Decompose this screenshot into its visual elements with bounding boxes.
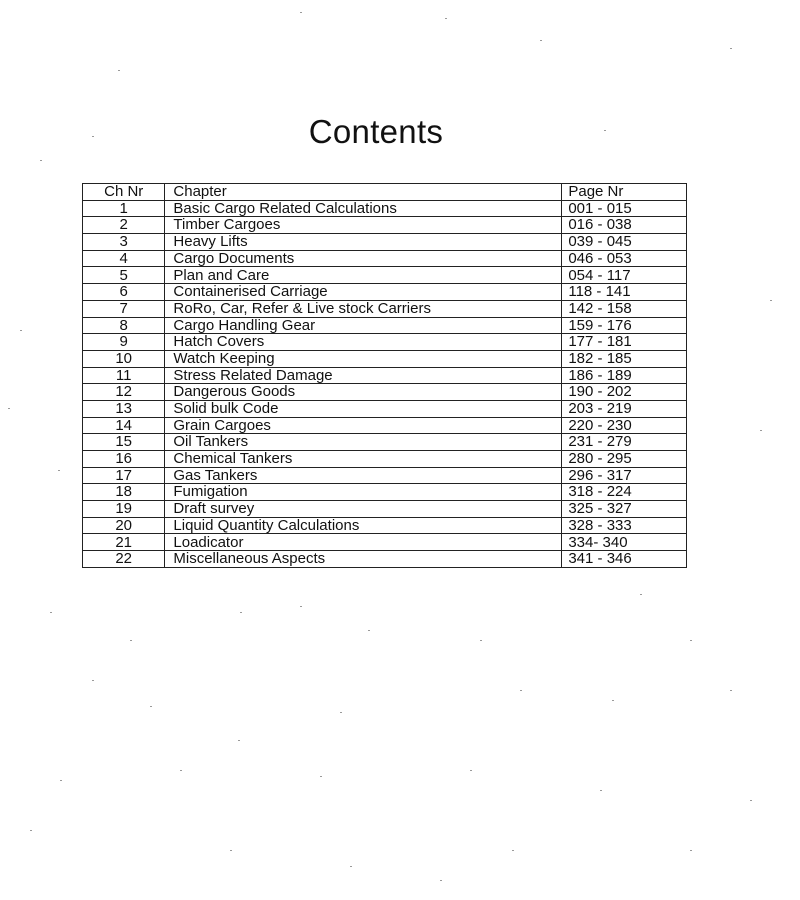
scan-speck (770, 300, 772, 301)
scan-speck (350, 866, 352, 867)
page-range: 182 - 185 (562, 350, 687, 367)
chapter-number: 14 (83, 417, 165, 434)
scan-speck (320, 776, 322, 777)
chapter-title: Timber Cargoes (165, 217, 562, 234)
chapter-number: 21 (83, 534, 165, 551)
chapter-number: 18 (83, 484, 165, 501)
scan-speck (180, 770, 182, 771)
scan-speck (238, 740, 240, 741)
chapter-title: Cargo Documents (165, 250, 562, 267)
page-range: 001 - 015 (562, 200, 687, 217)
table-row (83, 484, 687, 501)
table-row (83, 467, 687, 484)
table-row (83, 517, 687, 534)
scan-speck (604, 130, 606, 131)
chapter-title: Miscellaneous Aspects (165, 551, 562, 568)
page-range: 177 - 181 (562, 334, 687, 351)
chapter-title: Gas Tankers (165, 467, 562, 484)
scan-speck (8, 408, 10, 409)
chapter-title: Plan and Care (165, 267, 562, 284)
chapter-title: Draft survey (165, 501, 562, 518)
table-row (83, 350, 687, 367)
scan-speck (58, 470, 60, 471)
chapter-title: RoRo, Car, Refer & Live stock Carriers (165, 300, 562, 317)
chapter-number: 2 (83, 217, 165, 234)
page-range: 186 - 189 (562, 367, 687, 384)
table-row (83, 417, 687, 434)
chapter-title: Loadicator (165, 534, 562, 551)
scan-speck (92, 136, 94, 137)
scan-speck (130, 640, 132, 641)
chapter-title: Dangerous Goods (165, 384, 562, 401)
chapter-number: 17 (83, 467, 165, 484)
chapter-title: Grain Cargoes (165, 417, 562, 434)
chapter-number: 12 (83, 384, 165, 401)
chapter-number: 4 (83, 250, 165, 267)
page-range: 341 - 346 (562, 551, 687, 568)
scan-speck (300, 606, 302, 607)
scan-speck (480, 640, 482, 641)
page-title: Contents (308, 113, 444, 150)
scan-speck (512, 850, 514, 851)
scan-speck (600, 790, 602, 791)
scan-speck (118, 70, 120, 71)
table-row (83, 334, 687, 351)
page-range: 296 - 317 (562, 467, 687, 484)
scan-speck (520, 690, 522, 691)
scan-speck (640, 594, 642, 595)
scan-speck (30, 830, 32, 831)
page-range: 334- 340 (562, 534, 687, 551)
table-row (83, 451, 687, 468)
table-row (83, 267, 687, 284)
scan-speck (60, 780, 62, 781)
page-range: 142 - 158 (562, 300, 687, 317)
chapter-number: 20 (83, 517, 165, 534)
chapter-title: Solid bulk Code (165, 400, 562, 417)
page-range: 280 - 295 (562, 451, 687, 468)
page-range: 220 - 230 (562, 417, 687, 434)
table-row (83, 200, 687, 217)
table-body (83, 200, 687, 567)
chapter-number: 22 (83, 551, 165, 568)
chapter-title: Watch Keeping (165, 350, 562, 367)
scan-speck (230, 850, 232, 851)
chapter-title: Containerised Carriage (165, 284, 562, 301)
scan-speck (750, 800, 752, 801)
table-row (83, 400, 687, 417)
scan-speck (300, 12, 302, 13)
scan-speck (730, 48, 732, 49)
page-range: 118 - 141 (562, 284, 687, 301)
table-row (83, 434, 687, 451)
table-row (83, 551, 687, 568)
scan-speck (368, 630, 370, 631)
chapter-number: 3 (83, 234, 165, 251)
table-row (83, 284, 687, 301)
scan-speck (240, 612, 242, 613)
scan-speck (690, 850, 692, 851)
scan-speck (150, 706, 152, 707)
scan-speck (760, 430, 762, 431)
chapter-title: Oil Tankers (165, 434, 562, 451)
page-range: 054 - 117 (562, 267, 687, 284)
chapter-number: 1 (83, 200, 165, 217)
chapter-number: 19 (83, 501, 165, 518)
chapter-number: 7 (83, 300, 165, 317)
chapter-number: 8 (83, 317, 165, 334)
scan-speck (612, 700, 614, 701)
chapter-title: Fumigation (165, 484, 562, 501)
table-row (83, 367, 687, 384)
chapter-title: Heavy Lifts (165, 234, 562, 251)
chapter-number: 16 (83, 451, 165, 468)
scan-speck (440, 880, 442, 881)
table-header-row (83, 184, 687, 201)
header-chapter-number: Ch Nr (83, 184, 165, 201)
chapter-title: Basic Cargo Related Calculations (165, 200, 562, 217)
chapter-title: Chemical Tankers (165, 451, 562, 468)
page-range: 203 - 219 (562, 400, 687, 417)
header-page-range: Page Nr (562, 184, 687, 201)
chapter-number: 15 (83, 434, 165, 451)
table-row (83, 501, 687, 518)
scan-speck (730, 690, 732, 691)
page-range: 231 - 279 (562, 434, 687, 451)
table-row (83, 234, 687, 251)
page-range: 318 - 224 (562, 484, 687, 501)
chapter-number: 5 (83, 267, 165, 284)
page-range: 039 - 045 (562, 234, 687, 251)
page-range: 328 - 333 (562, 517, 687, 534)
chapter-number: 10 (83, 350, 165, 367)
page-range: 159 - 176 (562, 317, 687, 334)
chapter-title: Liquid Quantity Calculations (165, 517, 562, 534)
table-row (83, 384, 687, 401)
page-range: 325 - 327 (562, 501, 687, 518)
table-row (83, 534, 687, 551)
contents-table (82, 183, 687, 568)
page-range: 046 - 053 (562, 250, 687, 267)
table-row (83, 250, 687, 267)
chapter-number: 9 (83, 334, 165, 351)
table-row (83, 300, 687, 317)
scan-speck (540, 40, 542, 41)
table-row (83, 217, 687, 234)
scan-speck (340, 712, 342, 713)
scan-speck (445, 18, 447, 19)
page-range: 016 - 038 (562, 217, 687, 234)
header-chapter-title: Chapter (165, 184, 562, 201)
chapter-number: 11 (83, 367, 165, 384)
scan-speck (50, 612, 52, 613)
scan-speck (40, 160, 42, 161)
chapter-title: Cargo Handling Gear (165, 317, 562, 334)
table-row (83, 317, 687, 334)
page-range: 190 - 202 (562, 384, 687, 401)
scan-speck (690, 640, 692, 641)
scan-speck (20, 330, 22, 331)
chapter-number: 13 (83, 400, 165, 417)
chapter-number: 6 (83, 284, 165, 301)
scan-speck (92, 680, 94, 681)
chapter-title: Hatch Covers (165, 334, 562, 351)
scan-speck (470, 770, 472, 771)
chapter-title: Stress Related Damage (165, 367, 562, 384)
